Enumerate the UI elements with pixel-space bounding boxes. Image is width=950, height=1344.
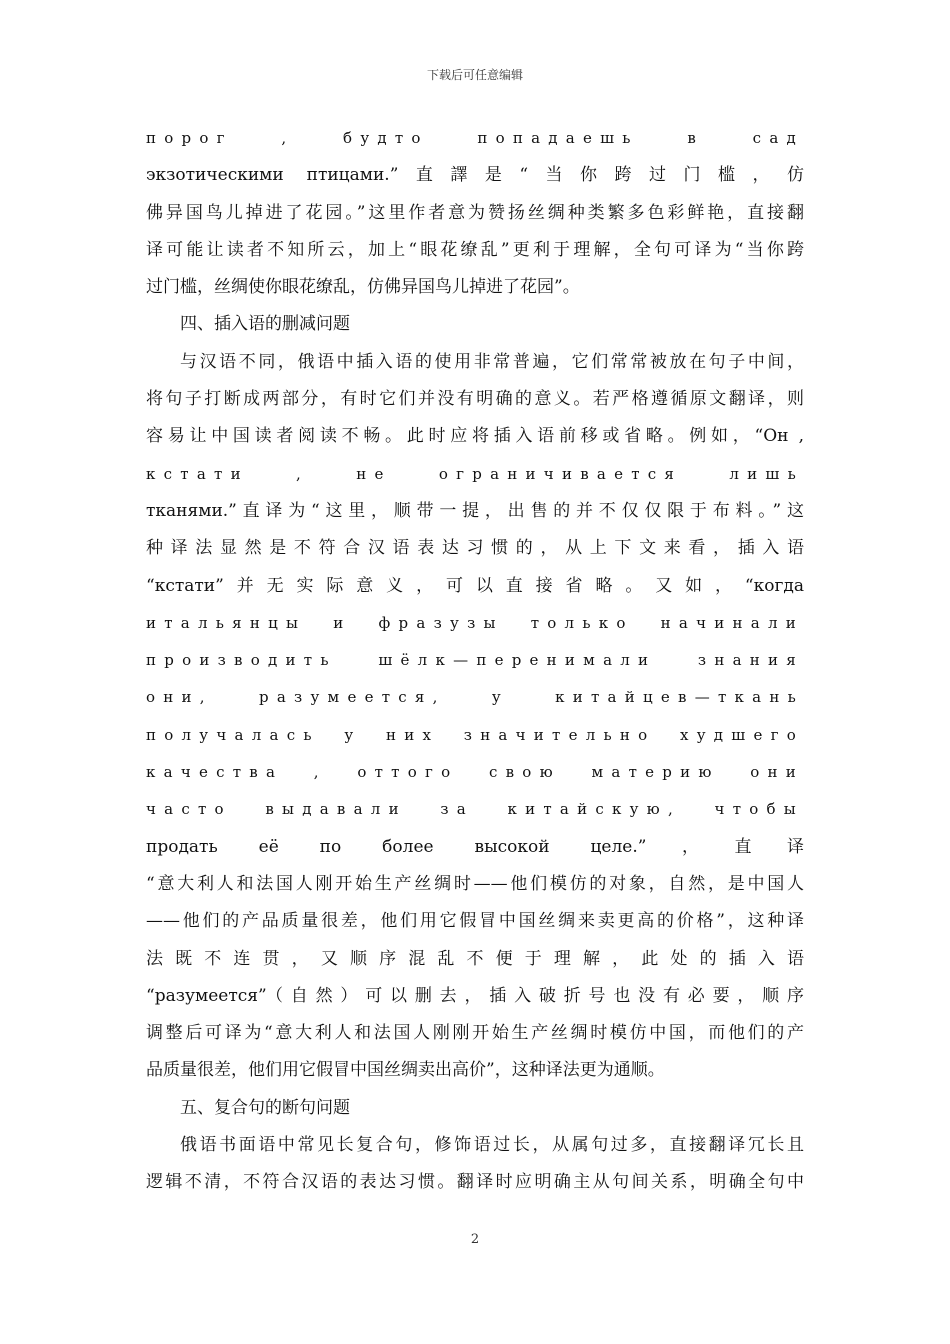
text-line: получалась у них значительно худшего <box>146 725 804 744</box>
text-line: 佛异国鸟儿掉进了花园。”这里作者意为赞扬丝绸种类繁多色彩鲜艳，直接翻 <box>146 202 804 223</box>
text-line: качества , оттого свою материю они <box>146 763 804 782</box>
text-line: 四、插入语的删减问题 <box>180 314 350 335</box>
text-line: кстати , не ограничивается лишь <box>146 464 804 483</box>
text-line: ——他们的产品质量很差，他们用它假冒中国丝绸来卖更高的价格”，这种译 <box>146 911 804 932</box>
text-line: “意大利人和法国人刚开始生产丝绸时——他们模仿的对象，自然，是中国人 <box>146 873 804 894</box>
text-line: продать её по более высокой целе.”，直译 <box>146 836 804 857</box>
text-line: 译可能让读者不知所云，加上“眼花缭乱”更利于理解，全句可译为“当你跨 <box>146 239 804 260</box>
text-line: 与汉语不同，俄语中插入语的使用非常普遍，它们常常被放在句子中间， <box>180 351 804 372</box>
text-line: 品质量很差，他们用它假冒中国丝绸卖出高价”，这种译法更为通顺。 <box>146 1060 665 1081</box>
text-line: 过门槛，丝绸使你眼花缭乱，仿佛异国鸟儿掉进了花园”。 <box>146 277 580 298</box>
text-line: 种译法显然是不符合汉语表达习惯的，从上下文来看，插入语 <box>146 538 804 559</box>
text-line: 法既不连贯，又顺序混乱不便于理解，此处的插入语 <box>146 948 804 969</box>
text-line: тканями.”直译为“这里，顺带一提，出售的并不仅仅限于布料。”这 <box>146 500 804 521</box>
text-line: производить шёлк—перенимали знания <box>146 651 804 670</box>
document-body <box>146 120 804 1202</box>
text-line: они, разумеется, у китайцев—ткань <box>146 688 804 707</box>
page-header: 下载后可任意编辑 <box>426 68 523 82</box>
text-line: итальянцы и фразузы только начинали <box>146 613 804 632</box>
text-line: порог , будто попадаешь в сад <box>146 129 804 147</box>
text-line: экзотическими птицами.”直譯是“当你跨过门槛，仿 <box>146 165 804 186</box>
page-number: 2 <box>470 1232 480 1247</box>
text-line: 将句子打断成两部分，有时它们并没有明确的意义。若严格遵循原文翻译，则 <box>146 389 804 410</box>
text-line: “кстати”并无实际意义，可以直接省略。又如，“когда <box>146 575 804 596</box>
text-line: 调整后可译为“意大利人和法国人刚刚开始生产丝绸时模仿中国，而他们的产 <box>146 1023 804 1044</box>
text-line: 容易让中国读者阅读不畅。此时应将插入语前移或省略。例如，“Он , <box>146 426 804 447</box>
text-line: часто выдавали за китайскую, чтобы <box>146 800 804 819</box>
text-line: 五、复合句的断句问题 <box>180 1097 350 1118</box>
text-line: “разумеется”（自然）可以删去，插入破折号也没有必要，顺序 <box>146 985 804 1006</box>
text-line: 逻辑不清，不符合汉语的表达习惯。翻译时应明确主从句间关系，明确全句中 <box>146 1172 804 1193</box>
text-line: 俄语书面语中常见长复合句，修饰语过长，从属句过多，直接翻译冗长且 <box>180 1135 804 1156</box>
